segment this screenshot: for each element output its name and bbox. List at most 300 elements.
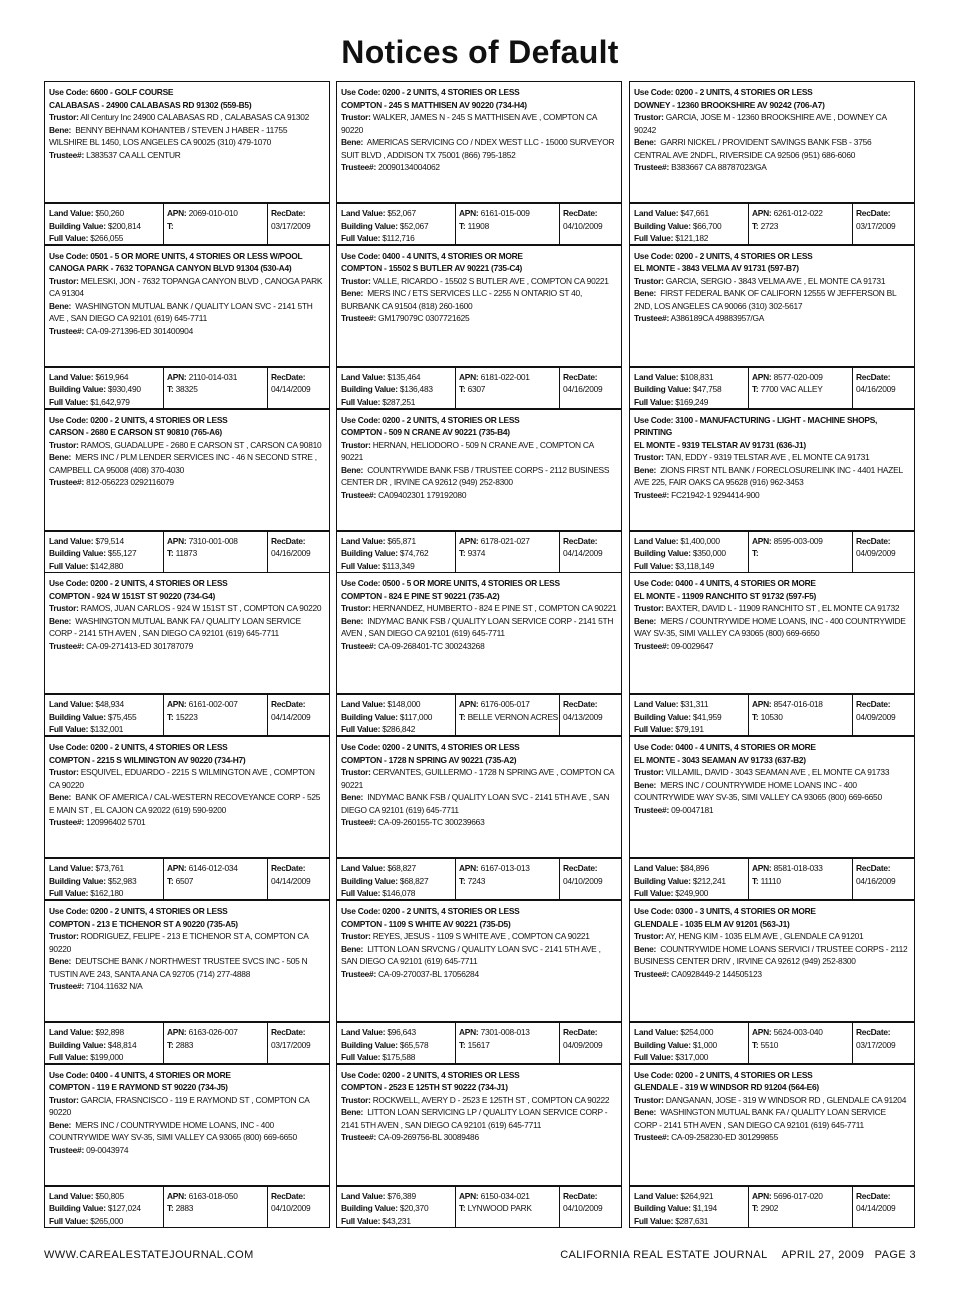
trustee-line	[634, 161, 910, 174]
full-value: $249,900	[675, 888, 709, 899]
bene-label: Bene:	[49, 300, 72, 311]
bene-line	[341, 464, 617, 489]
land-value: $65,871	[387, 535, 416, 546]
value-table	[336, 1022, 622, 1064]
property-address: COMPTON - 2215 S WILMINGTON AV 90220 (734-H7)	[49, 754, 246, 765]
apn-value: 6167-013-013	[480, 863, 530, 874]
notice-details	[629, 81, 915, 203]
apn-line	[167, 371, 267, 384]
trustor-line	[341, 1094, 617, 1107]
notice-listing	[44, 1064, 330, 1228]
land-value-line	[341, 207, 455, 220]
bene-line	[634, 1106, 910, 1131]
full-value-label: Full Value:	[634, 1215, 674, 1226]
apn-cell	[164, 203, 268, 245]
trustee-label: Trustee#:	[49, 477, 84, 488]
value-table	[44, 203, 330, 245]
land-value-line	[634, 698, 748, 711]
bene-line	[341, 791, 617, 816]
trustee-value: CA-09-270037-BL 17056284	[378, 968, 479, 979]
trustee-label: Trustee#:	[634, 162, 669, 172]
land-value-line	[341, 862, 455, 875]
trustor-line	[49, 439, 325, 452]
recdate-value: 04/14/2009	[856, 1203, 896, 1214]
recdate-value: 04/16/2009	[856, 875, 896, 886]
value-cell	[337, 858, 456, 900]
bene-label: Bene:	[634, 779, 657, 790]
building-value-line	[634, 875, 748, 888]
use-code: Use Code: 3100 - MANUFACTURING - LIGHT - MACHINE SHOPS, PRINTING	[634, 414, 878, 438]
building-value: $48,814	[107, 1039, 137, 1050]
trustor-value: HERNAN, HELIODORO - 509 N CRANE AVE , COMPTON CA 90221	[341, 439, 594, 463]
land-value-line	[341, 1190, 455, 1203]
trustee-value: 09-0029647	[671, 640, 714, 651]
full-value-line	[634, 560, 748, 573]
apn-value: 7301-008-013	[480, 1027, 530, 1037]
tract-line	[459, 875, 559, 888]
bene-line	[49, 615, 325, 640]
trustee-value: FC21942-1 9294414-900	[671, 489, 760, 500]
tract-label: T:	[752, 220, 759, 231]
apn-line	[752, 698, 852, 711]
building-value: $68,827	[399, 875, 429, 886]
bene-label: Bene:	[49, 615, 72, 626]
land-value-label: Land Value:	[49, 535, 94, 546]
trustee-label: Trustee#:	[341, 640, 376, 651]
building-value-line	[49, 1202, 163, 1215]
full-value-line	[341, 1051, 455, 1064]
full-value: $317,000	[675, 1052, 709, 1062]
land-value-line	[341, 535, 455, 548]
trustor-label: Trustor:	[49, 1094, 79, 1105]
bene-value: WASHINGTON MUTUAL BANK FA / QUALITY LOAN SERVICE CORP - 2141 5TH AVEN , SAN DIEGO CA 92101 (619) 645-7711	[49, 615, 301, 639]
tract-label: T:	[752, 548, 759, 559]
trustee-label: Trustee#:	[49, 149, 84, 160]
trustee-label: Trustee#:	[341, 1132, 376, 1143]
notice-listing	[336, 736, 622, 900]
land-value: $135,464	[387, 371, 421, 382]
trustee-line	[634, 489, 910, 502]
apn-line	[752, 371, 852, 384]
tract-value: 11110	[760, 875, 781, 886]
land-value-line	[341, 371, 455, 384]
full-value-line	[49, 1215, 163, 1228]
tract-label: T:	[459, 875, 466, 886]
bene-value: MERS INC / ETS SERVICES LLC - 2255 N ONTARIO ST 40, BURBANK CA 91504 (818) 260-1600	[341, 288, 583, 311]
tract-value: 2883	[175, 1039, 194, 1050]
trustor-value: CERVANTES, GUILLERMO - 1728 N SPRING AVE , COMPTON CA 90221	[341, 767, 614, 790]
trustee-value: CA09402301 179192080	[378, 489, 467, 500]
use-code: Use Code: 0200 - 2 UNITS, 4 STORIES OR LESS	[341, 1069, 520, 1080]
apn-value: 8547-016-018	[773, 699, 823, 710]
full-value-line	[49, 1051, 163, 1064]
building-value-label: Building Value:	[49, 1203, 106, 1214]
building-value: $41,959	[692, 711, 722, 722]
tract-value: 2883	[175, 1203, 194, 1214]
land-value-label: Land Value:	[634, 699, 679, 710]
tract-label: T:	[752, 1203, 759, 1214]
recdate-value: 04/14/2009	[271, 875, 311, 886]
bene-value: LITTON LOAN SRVCNG / QUALITY LOAN SVC - 2141 5TH AVE , SAN DIEGO CA 92101 (619) 645-7711	[341, 943, 601, 966]
recdate-cell	[853, 531, 914, 573]
trustee-line	[634, 804, 910, 817]
recdate-cell	[560, 1186, 621, 1228]
property-address: COMPTON - 824 E PINE ST 90221 (735-A2)	[341, 590, 500, 601]
trustor-line	[49, 602, 325, 615]
apn-value: 5696-017-020	[773, 1190, 823, 1201]
trustor-value: ROCKWELL, AVERY D - 2523 E 125TH ST , COMPTON CA 90222	[372, 1094, 610, 1105]
land-value-label: Land Value:	[49, 1027, 94, 1037]
land-value-label: Land Value:	[341, 863, 386, 874]
use-code: Use Code: 0200 - 2 UNITS, 4 STORIES OR LESS	[634, 250, 813, 261]
apn-cell	[456, 367, 560, 409]
land-value: $68,827	[387, 863, 416, 874]
bene-value: COUNTRYWIDE BANK FSB / TRUSTEE CORPS - 2112 BUSINESS CENTER DR , IRVINE CA 92612 (949) 252-8300	[341, 464, 610, 488]
value-table	[629, 694, 915, 736]
apn-cell	[456, 694, 560, 736]
recdate-label: RecDate:	[856, 208, 891, 218]
bene-value: LITTON LOAN SERVICING LP / QUALITY LOAN SERVICE CORP - 2141 5TH AVEN , SAN DIEGO CA 92101 (619) 645-7711	[341, 1107, 608, 1130]
recdate-label: RecDate:	[563, 699, 598, 710]
building-value: $136,483	[399, 384, 433, 395]
property-address: COMPTON - 245 S MATTHISEN AV 90220 (734-H4)	[341, 99, 527, 110]
apn-label: APN:	[752, 371, 772, 382]
tract-label: T:	[459, 711, 466, 722]
property-address: GLENDALE - 1035 ELM AV 91201 (563-J1)	[634, 918, 790, 929]
full-value: $132,001	[90, 724, 124, 735]
notice-listing	[629, 245, 915, 409]
building-value: $55,127	[107, 548, 137, 559]
tract-line	[752, 383, 852, 396]
recdate-value: 03/17/2009	[271, 220, 311, 231]
trustor-label: Trustor:	[49, 603, 79, 614]
trustor-line	[634, 766, 910, 779]
building-value-line	[341, 220, 455, 233]
full-value-label: Full Value:	[49, 1215, 89, 1226]
apn-label: APN:	[167, 1190, 187, 1201]
trustee-label: Trustee#:	[634, 313, 669, 324]
full-value-label: Full Value:	[634, 724, 674, 735]
building-value: $66,700	[692, 220, 722, 231]
value-table	[44, 1022, 330, 1064]
trustee-value: 09-0047181	[671, 804, 714, 815]
value-table	[629, 1022, 915, 1064]
property-address: COMPTON - 119 E RAYMOND ST 90220 (734-J5)	[49, 1082, 228, 1093]
value-cell	[337, 203, 456, 245]
apn-value: 8595-003-009	[773, 535, 823, 546]
apn-cell	[749, 203, 853, 245]
trustor-label: Trustor:	[341, 112, 371, 122]
land-value-label: Land Value:	[341, 371, 386, 382]
value-table	[336, 1186, 622, 1228]
bene-label: Bene:	[634, 943, 657, 954]
tract-label: T:	[167, 875, 174, 886]
trustee-label: Trustee#:	[341, 817, 376, 828]
land-value: $50,805	[95, 1190, 124, 1201]
notice-details	[629, 572, 915, 694]
full-value-label: Full Value:	[634, 233, 674, 243]
land-value: $48,934	[95, 699, 124, 710]
trustee-value: 09-0043974	[86, 1144, 129, 1155]
use-code: Use Code: 0200 - 2 UNITS, 4 STORIES OR LESS	[341, 87, 520, 97]
tract-line	[459, 1202, 559, 1215]
bene-label: Bene:	[634, 288, 657, 299]
trustor-label: Trustor:	[341, 1094, 371, 1105]
recdate-cell	[268, 1022, 329, 1064]
bene-line	[49, 955, 325, 980]
building-value-line	[341, 875, 455, 888]
value-table	[629, 367, 915, 409]
apn-line	[752, 1190, 852, 1203]
notice-details	[336, 81, 622, 203]
value-table	[336, 203, 622, 245]
apn-cell	[456, 1186, 560, 1228]
trustor-line	[634, 602, 910, 615]
value-table	[336, 367, 622, 409]
use-code: Use Code: 0200 - 2 UNITS, 4 STORIES OR LESS	[49, 742, 228, 753]
recdate-label: RecDate:	[856, 1027, 891, 1037]
use-code: Use Code: 0400 - 4 UNITS, 4 STORIES OR MORE	[341, 250, 523, 261]
apn-label: APN:	[459, 535, 479, 546]
apn-label: APN:	[459, 1027, 479, 1037]
trustee-value: 20090134004062	[378, 162, 440, 172]
trustee-label: Trustee#:	[49, 981, 84, 991]
trustee-line	[634, 640, 910, 653]
trustor-value: BAXTER, DAVID L - 11909 RANCHITO ST , EL MONTE CA 91732	[665, 603, 900, 614]
footer-publication: CALIFORNIA REAL ESTATE JOURNAL	[560, 1249, 768, 1261]
trustee-label: Trustee#:	[49, 1144, 84, 1155]
footer-website[interactable]: WWW.CAREALESTATEJOURNAL.COM	[44, 1249, 254, 1261]
recdate-label: RecDate:	[563, 371, 598, 382]
building-value-line	[634, 711, 748, 724]
trustee-label: Trustee#:	[634, 968, 669, 979]
property-address: COMPTON - 924 W 151ST ST 90220 (734-G4)	[49, 590, 216, 601]
notice-details	[629, 1064, 915, 1186]
land-value-line	[49, 698, 163, 711]
recdate-label: RecDate:	[271, 208, 306, 218]
land-value: $96,643	[387, 1027, 416, 1037]
land-value-line	[49, 1190, 163, 1203]
trustor-value: REYES, JESUS - 1109 S WHITE AVE , COMPTON CA 90221	[372, 931, 590, 941]
tract-line	[459, 547, 559, 560]
recdate-label: RecDate:	[271, 535, 306, 546]
land-value-line	[634, 371, 748, 384]
recdate-label: RecDate:	[856, 1190, 891, 1201]
trustee-value: L383537 CA ALL CENTUR	[86, 149, 181, 160]
recdate-value: 04/10/2009	[271, 1203, 311, 1214]
use-code: Use Code: 0200 - 2 UNITS, 4 STORIES OR LESS	[341, 414, 520, 425]
value-table	[336, 531, 622, 573]
full-value-line	[341, 396, 455, 409]
trustee-label: Trustee#:	[49, 640, 84, 651]
land-value: $619,964	[95, 371, 129, 382]
notice-listing	[336, 409, 622, 573]
full-value-line	[341, 723, 455, 736]
recdate-value: 04/16/2009	[271, 548, 311, 559]
recdate-cell	[268, 203, 329, 245]
building-value-label: Building Value:	[634, 711, 691, 722]
trustee-value: CA-09-271396-ED 301400904	[86, 325, 193, 336]
full-value: $175,588	[382, 1052, 416, 1062]
trustee-line	[341, 640, 617, 653]
apn-label: APN:	[167, 699, 187, 710]
tract-line	[459, 383, 559, 396]
full-value-label: Full Value:	[341, 724, 381, 735]
apn-label: APN:	[167, 1027, 187, 1037]
bene-value: BENNY BEHNAM KOHANTEB / STEVEN J HABER - 11755 WILSHIRE BL 1450, LOS ANGELES CA 90025 (310) 479-1070	[49, 124, 288, 147]
trustee-line	[341, 161, 617, 174]
building-value-label: Building Value:	[49, 548, 106, 559]
trustee-label: Trustee#:	[341, 489, 376, 500]
full-value-line	[634, 887, 748, 900]
full-value-line	[634, 232, 748, 245]
recdate-value: 03/17/2009	[856, 220, 896, 231]
bene-line	[634, 779, 910, 804]
notice-listing	[629, 1064, 915, 1228]
tract-line	[459, 220, 559, 233]
land-value: $76,389	[387, 1190, 416, 1201]
notice-listing	[44, 736, 330, 900]
apn-label: APN:	[459, 863, 479, 874]
property-address: COMPTON - 15502 S BUTLER AV 90221 (735-C4)	[341, 263, 523, 274]
value-cell	[630, 694, 749, 736]
bene-label: Bene:	[341, 288, 364, 299]
tract-label: T:	[167, 1203, 174, 1214]
apn-value: 6161-015-009	[480, 208, 530, 218]
trustee-line	[341, 489, 617, 502]
full-value: $287,631	[675, 1215, 709, 1226]
full-value-line	[49, 232, 163, 245]
land-value: $73,761	[95, 863, 124, 874]
trustor-label: Trustor:	[49, 275, 79, 286]
bene-label: Bene:	[49, 792, 72, 803]
value-cell	[630, 531, 749, 573]
trustor-label: Trustor:	[634, 275, 664, 286]
building-value-label: Building Value:	[634, 548, 691, 559]
land-value-label: Land Value:	[49, 208, 94, 218]
trustee-line	[49, 149, 325, 162]
trustor-value: GARCIA, FRASNCISCO - 119 E RAYMOND ST , COMPTON CA 90220	[49, 1094, 310, 1118]
tract-value: 2902	[760, 1203, 779, 1214]
apn-cell	[164, 1022, 268, 1064]
trustor-value: RAMOS, GUADALUPE - 2680 E CARSON ST , CARSON CA 90810	[80, 439, 322, 450]
property-address: EL MONTE - 3043 SEAMAN AV 91733 (637-B2)	[634, 754, 806, 765]
apn-line	[459, 1190, 559, 1203]
land-value: $47,661	[680, 208, 709, 218]
tract-line	[459, 711, 559, 724]
bene-label: Bene:	[341, 943, 364, 954]
building-value-line	[49, 875, 163, 888]
trustee-value: 812-056223 0292116079	[86, 477, 174, 488]
notice-details	[44, 409, 330, 531]
tract-value: 10530	[760, 711, 783, 722]
value-cell	[337, 1186, 456, 1228]
building-value-line	[341, 547, 455, 560]
trustor-value: GARCIA, SERGIO - 3843 VELMA AVE , EL MONTE CA 91731	[665, 275, 886, 286]
recdate-label: RecDate:	[271, 371, 306, 382]
trustor-line	[49, 766, 325, 791]
tract-label: T:	[459, 1039, 466, 1050]
building-value: $75,455	[107, 711, 137, 722]
building-value: $1,000	[692, 1039, 717, 1050]
bene-label: Bene:	[341, 464, 364, 475]
use-code: Use Code: 0500 - 5 OR MORE UNITS, 4 STORIES OR LESS	[341, 578, 560, 589]
recdate-label: RecDate:	[271, 699, 306, 710]
tract-value: 6507	[175, 875, 194, 886]
building-value-label: Building Value:	[341, 220, 398, 231]
apn-line	[167, 535, 267, 548]
trustee-line	[634, 968, 910, 981]
trustee-label: Trustee#:	[49, 325, 84, 336]
apn-label: APN:	[752, 863, 772, 874]
value-table	[629, 1186, 915, 1228]
tract-value: 7700 VAC ALLEY	[760, 384, 823, 395]
use-code: Use Code: 0501 - 5 OR MORE UNITS, 4 STORIES OR LESS W/POOL	[49, 250, 303, 261]
tract-line	[752, 711, 852, 724]
tract-label: T:	[167, 1039, 174, 1050]
notice-details	[336, 900, 622, 1022]
tract-label: T:	[167, 220, 174, 231]
notice-listing	[629, 81, 915, 245]
bene-label: Bene:	[341, 137, 364, 147]
recdate-value: 04/16/2009	[563, 384, 603, 395]
recdate-label: RecDate:	[856, 863, 891, 874]
trustee-label: Trustee#:	[341, 162, 376, 172]
tract-label: T:	[167, 711, 174, 722]
bene-label: Bene:	[341, 615, 364, 626]
tract-line	[752, 220, 852, 233]
apn-value: 6261-012-022	[773, 208, 823, 218]
recdate-value: 04/09/2009	[856, 711, 896, 722]
full-value-label: Full Value:	[341, 233, 381, 243]
tract-line	[167, 875, 267, 888]
building-value-label: Building Value:	[341, 1039, 398, 1050]
recdate-value: 04/10/2009	[563, 1203, 603, 1214]
use-code: Use Code: 0400 - 4 UNITS, 4 STORIES OR MORE	[49, 1069, 231, 1080]
property-address: EL MONTE - 3843 VELMA AV 91731 (597-B7)	[634, 263, 799, 274]
land-value-label: Land Value:	[341, 1190, 386, 1201]
land-value-line	[634, 1026, 748, 1039]
bene-label: Bene:	[634, 1107, 657, 1118]
trustor-label: Trustor:	[49, 112, 79, 122]
land-value-label: Land Value:	[341, 1027, 386, 1037]
notice-details	[336, 409, 622, 531]
trustee-value: CA-09-260155-TC 300239663	[378, 817, 485, 828]
recdate-value: 03/17/2009	[271, 1039, 311, 1050]
trustor-label: Trustor:	[341, 603, 371, 614]
building-value-label: Building Value:	[49, 1039, 106, 1050]
tract-label: T:	[752, 711, 759, 722]
recdate-cell	[268, 858, 329, 900]
building-value-label: Building Value:	[341, 548, 398, 559]
recdate-cell	[268, 694, 329, 736]
property-address: CANOGA PARK - 7632 TOPANGA CANYON BLVD 91304 (530-A4)	[49, 263, 292, 274]
trustor-line	[634, 930, 910, 943]
land-value-label: Land Value:	[49, 863, 94, 874]
trustor-value: AY, HENG KIM - 1035 ELM AVE , GLENDALE CA 91201	[665, 931, 864, 941]
recdate-cell	[853, 367, 914, 409]
land-value-label: Land Value:	[634, 1190, 679, 1201]
trustee-label: Trustee#:	[49, 817, 84, 828]
apn-label: APN:	[752, 1027, 772, 1037]
notice-details	[336, 245, 622, 367]
full-value: $199,000	[90, 1052, 124, 1062]
trustee-value: 7104.11632 N/A	[86, 981, 143, 991]
notice-listing	[336, 572, 622, 736]
trustor-label: Trustor:	[49, 767, 79, 778]
trustee-line	[49, 816, 325, 829]
trustor-label: Trustor:	[341, 931, 371, 941]
